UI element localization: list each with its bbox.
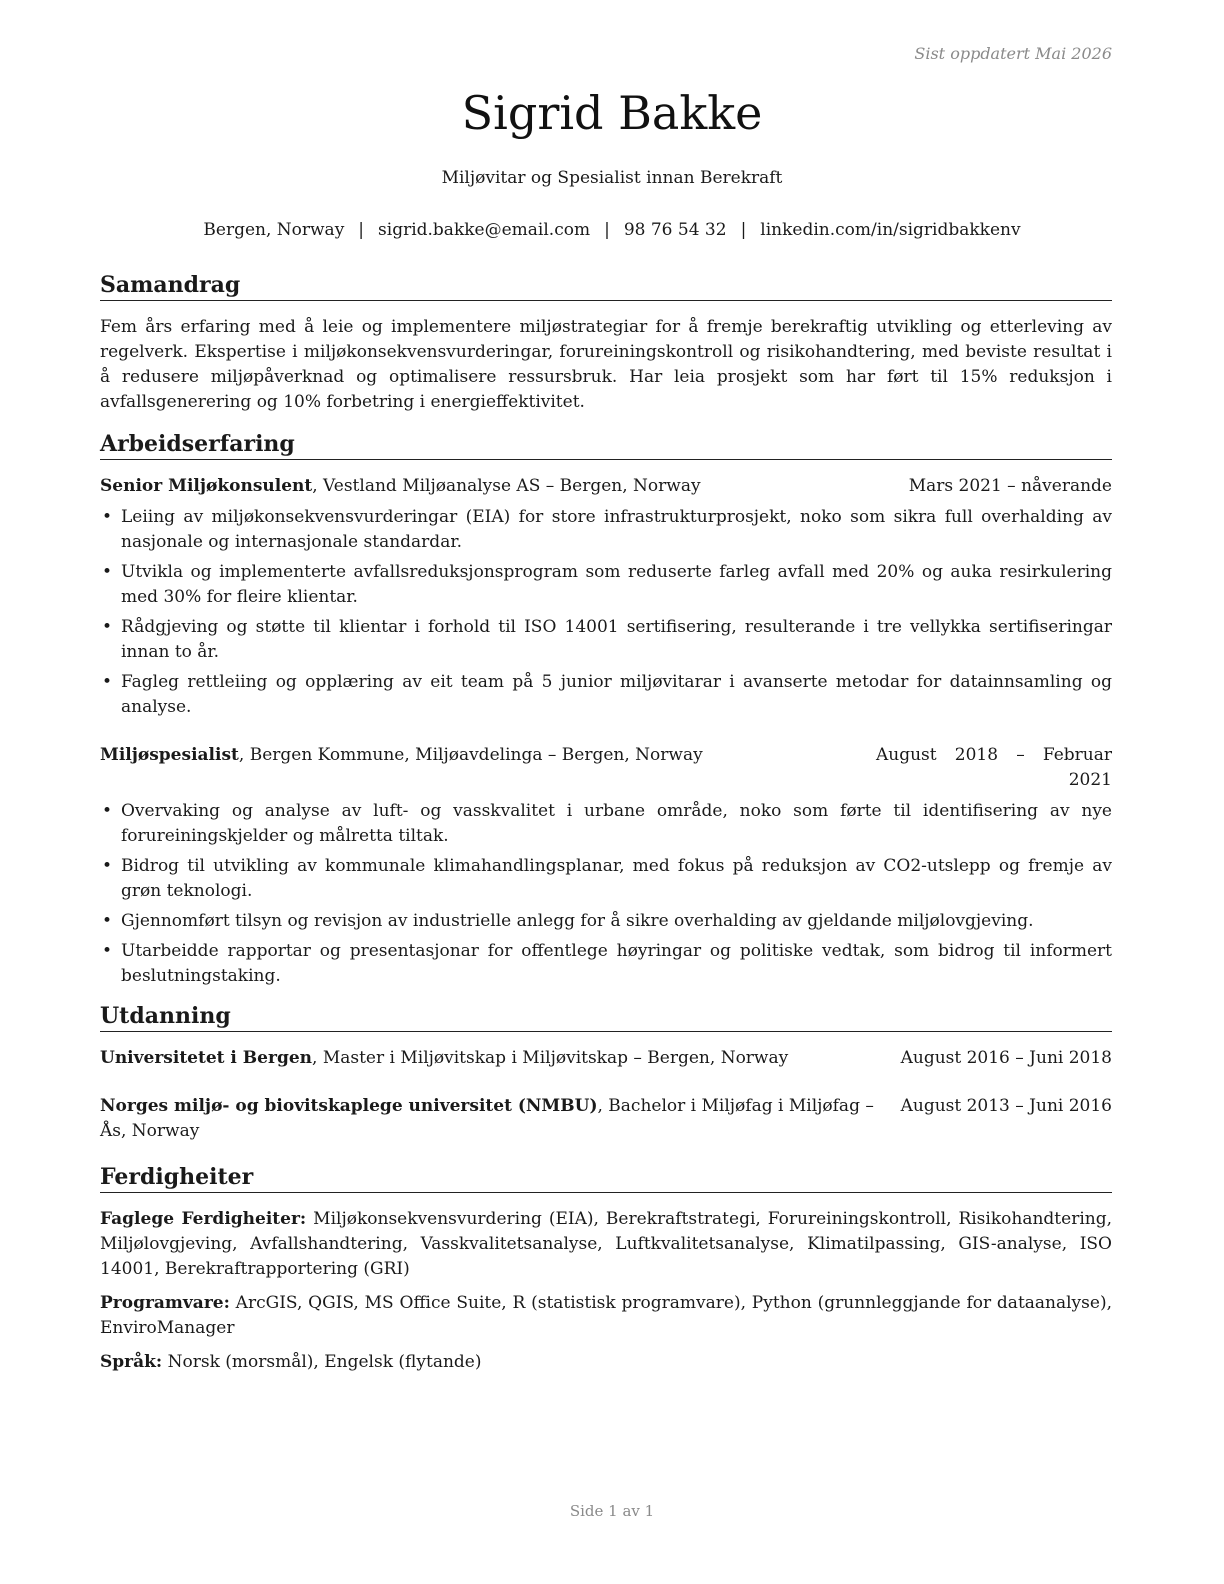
skill-label: Faglege Ferdigheiter: — [100, 1209, 307, 1229]
job-dates: Mars 2021 – nåverande — [908, 476, 1112, 496]
education-detail: , Master i Miljøvitskap i Miljøvitskap – Bergen, Norway — [312, 1048, 789, 1068]
candidate-tagline: Miljøvitar og Spesialist innan Berekraft — [441, 168, 783, 188]
contact-email[interactable]: sigrid.bakke@email.com — [378, 220, 591, 240]
contact-separator: | — [740, 220, 747, 240]
education-dates: August 2013 – Juni 2016 — [900, 1096, 1112, 1116]
list-item: • Overvaking og analyse av luft- og vasskvalitet i urbane område, noko som førte til identifisering av nye forureiningskjelder og målretta tiltak. — [100, 799, 1112, 849]
education-dates: August 2016 – Juni 2018 — [900, 1048, 1112, 1068]
job-bullets — [100, 799, 1112, 989]
skills-section — [100, 1162, 1112, 1375]
last-updated: Sist oppdatert Mai 2026 — [914, 44, 1112, 63]
job-title-line — [100, 743, 860, 793]
section-title-summary: Samandrag — [100, 270, 1112, 301]
skill-label: Språk: — [100, 1352, 163, 1372]
skill-value: Norsk (morsmål), Engelsk (flytande) — [162, 1352, 482, 1372]
education-title-line — [100, 1094, 885, 1144]
skill-group — [100, 1291, 1112, 1341]
section-title-education: Utdanning — [100, 1001, 1112, 1032]
job-header — [100, 743, 1112, 793]
list-item: • Utarbeidde rapportar og presentasjonar for offentlege høyringar og politiske vedtak, som bidrog til informert beslutningstaking. — [100, 939, 1112, 989]
job-entry — [100, 743, 1112, 989]
job-entry — [100, 474, 1112, 720]
education-section — [100, 1001, 1112, 1144]
job-header — [100, 474, 1112, 499]
job-role: Senior Miljøkonsulent — [100, 476, 313, 496]
education-school: Universitetet i Bergen — [100, 1048, 313, 1068]
job-dates: August 2018 – Februar 2021 — [876, 745, 1112, 790]
candidate-name: Sigrid Bakke — [461, 86, 763, 140]
list-item: • Rådgjeving og støtte til klientar i forhold til ISO 14001 sertifisering, resulterande i tre vellykka sertifiseringar innan to år. — [100, 615, 1112, 665]
section-title-experience: Arbeidserfaring — [100, 429, 1112, 460]
summary-section — [100, 270, 1112, 415]
list-item: • Leiing av miljøkonsekvensvurderingar (EIA) for store infrastrukturprosjekt, noko som sikra full overhalding av nasjonale og internasjonale standardar. — [100, 505, 1112, 555]
list-item: • Gjennomført tilsyn og revisjon av industrielle anlegg for å sikre overhalding av gjeldande miljølovgjeving. — [100, 909, 1112, 934]
skill-group — [100, 1350, 1112, 1375]
contact-linkedin[interactable]: linkedin.com/in/sigridbakkenv — [760, 220, 1021, 240]
resume-body — [100, 270, 1112, 1384]
list-item: • Fagleg rettleiing og opplæring av eit team på 5 junior miljøvitarar i avanserte metodar for datainnsamling og analyse. — [100, 670, 1112, 720]
contact-phone: 98 76 54 32 — [623, 220, 727, 240]
education-entry — [100, 1094, 1112, 1144]
summary-text: Fem års erfaring med å leie og implementere miljøstrategiar for å fremje berekraftig utvikling og etterleving av regelverk. Ekspertise i miljøkonsekvensvurderingar, forureiningskontroll og risikohandtering, med beviste resultat i å redusere miljøpåverknad og optimalisere ressursbruk. Har leia prosjekt som har ført til 15% reduksjon i avfallsgenerering og 10% forbetring i energieffektivitet. — [100, 317, 1112, 412]
job-organization: , Vestland Miljøanalyse AS – Bergen, Norway — [312, 476, 701, 496]
section-title-skills: Ferdigheiter — [100, 1162, 1112, 1193]
list-item: • Utvikla og implementerte avfallsreduksjonsprogram som reduserte farleg avfall med 20% og auka resirkulering med 30% for fleire klientar. — [100, 560, 1112, 610]
contact-separator: | — [604, 220, 610, 240]
skill-value: Miljøkonsekvensvurdering (EIA), Berekraftstrategi, Forureiningskontroll, Risikohandtering, Miljølovgjeving, Avfallshandtering, Vasskvalitetsanalyse, Luftkvalitetsanalyse, Klimatilpassing, GIS-analyse, ISO 14001, Berekraftrapportering (GRI) — [100, 1209, 1112, 1279]
education-detail: , Bachelor i Miljøfag i Miljøfag – Ås, Norway — [100, 1096, 874, 1141]
skill-value: ArcGIS, QGIS, MS Office Suite, R (statistisk programvare), Python (grunnleggjande for dataanalyse), EnviroManager — [100, 1293, 1112, 1338]
list-item: • Bidrog til utvikling av kommunale klimahandlingsplanar, med fokus på reduksjon av CO2-utslepp og fremje av grøn teknologi. — [100, 854, 1112, 904]
education-entry — [100, 1046, 1112, 1071]
education-school: Norges miljø- og biovitskaplege universitet (NMBU) — [100, 1096, 598, 1116]
skill-group — [100, 1207, 1112, 1282]
job-organization: , Bergen Kommune, Miljøavdelinga – Bergen, Norway — [238, 745, 703, 765]
contact-location: Bergen, Norway — [203, 220, 345, 240]
skill-label: Programvare: — [100, 1293, 230, 1313]
experience-section — [100, 429, 1112, 989]
education-title-line — [100, 1046, 885, 1071]
job-bullets — [100, 505, 1112, 720]
job-title-line — [100, 474, 893, 499]
page-number: Side 1 av 1 — [569, 1502, 655, 1520]
contact-line — [0, 220, 1224, 240]
contact-separator: | — [358, 220, 365, 240]
job-role: Miljøspesialist — [100, 745, 239, 765]
